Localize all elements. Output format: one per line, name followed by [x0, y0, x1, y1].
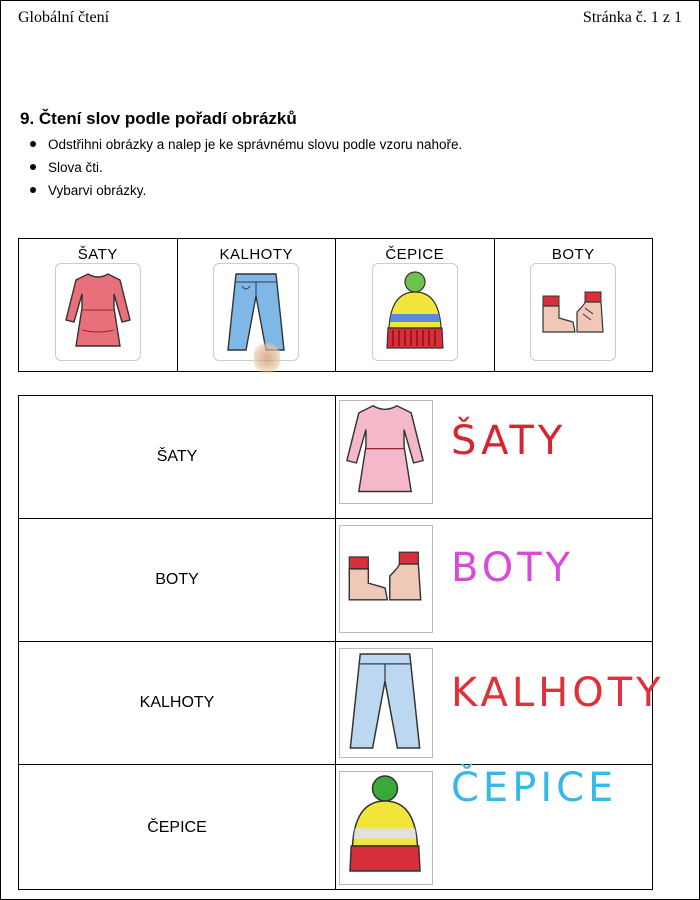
pasted-picture [339, 648, 433, 758]
table-row [19, 396, 652, 519]
row-word: BOTY [155, 571, 199, 588]
picture-card [55, 263, 141, 361]
trousers-icon [340, 649, 430, 753]
instruction-list [30, 136, 462, 205]
pasted-picture [339, 400, 433, 504]
reference-cell-boots [495, 239, 653, 371]
paper-stain [254, 340, 280, 376]
handwritten-word: ŠATY [451, 418, 567, 464]
page-number: Stránka č. 1 z 1 [582, 9, 682, 26]
hat-icon [340, 772, 430, 880]
header-title: Globální čtení [18, 9, 110, 26]
table-row [19, 519, 652, 642]
handwritten-word: KALHOTY [451, 670, 665, 716]
handwritten-word: BOTY [451, 545, 575, 591]
dress-icon [340, 401, 430, 501]
trousers-icon [220, 270, 292, 354]
instruction-item: Vybarvi obrázky. [30, 182, 462, 205]
reference-table [18, 238, 653, 372]
reference-cell-hat [336, 239, 495, 371]
picture-card [372, 263, 458, 361]
pasted-picture [339, 525, 433, 633]
picture-card [530, 263, 616, 361]
reference-word: KALHOTY [219, 246, 294, 263]
row-word: ČEPICE [147, 819, 207, 836]
boots-icon [537, 270, 609, 354]
pasted-picture [339, 771, 433, 885]
handwritten-word: ČEPICE [451, 765, 618, 811]
task-title: 9. Čtení slov podle pořadí obrázků [20, 109, 297, 128]
row-word: KALHOTY [139, 694, 215, 711]
instruction-item: Odstřihni obrázky a nalep je ke správnému slovu podle vzoru nahoře. [30, 136, 462, 159]
reference-cell-dress [19, 239, 178, 371]
table-row [19, 765, 652, 889]
reference-word: ŠATY [77, 246, 118, 263]
row-word: ŠATY [156, 448, 198, 465]
reference-word: BOTY [551, 246, 595, 263]
dress-icon [62, 270, 134, 354]
matching-table [18, 395, 665, 890]
reference-word: ČEPICE [385, 246, 445, 263]
table-row [19, 642, 665, 765]
instruction-item: Slova čti. [30, 159, 462, 182]
boots-icon [340, 526, 430, 626]
hat-icon [379, 270, 451, 354]
